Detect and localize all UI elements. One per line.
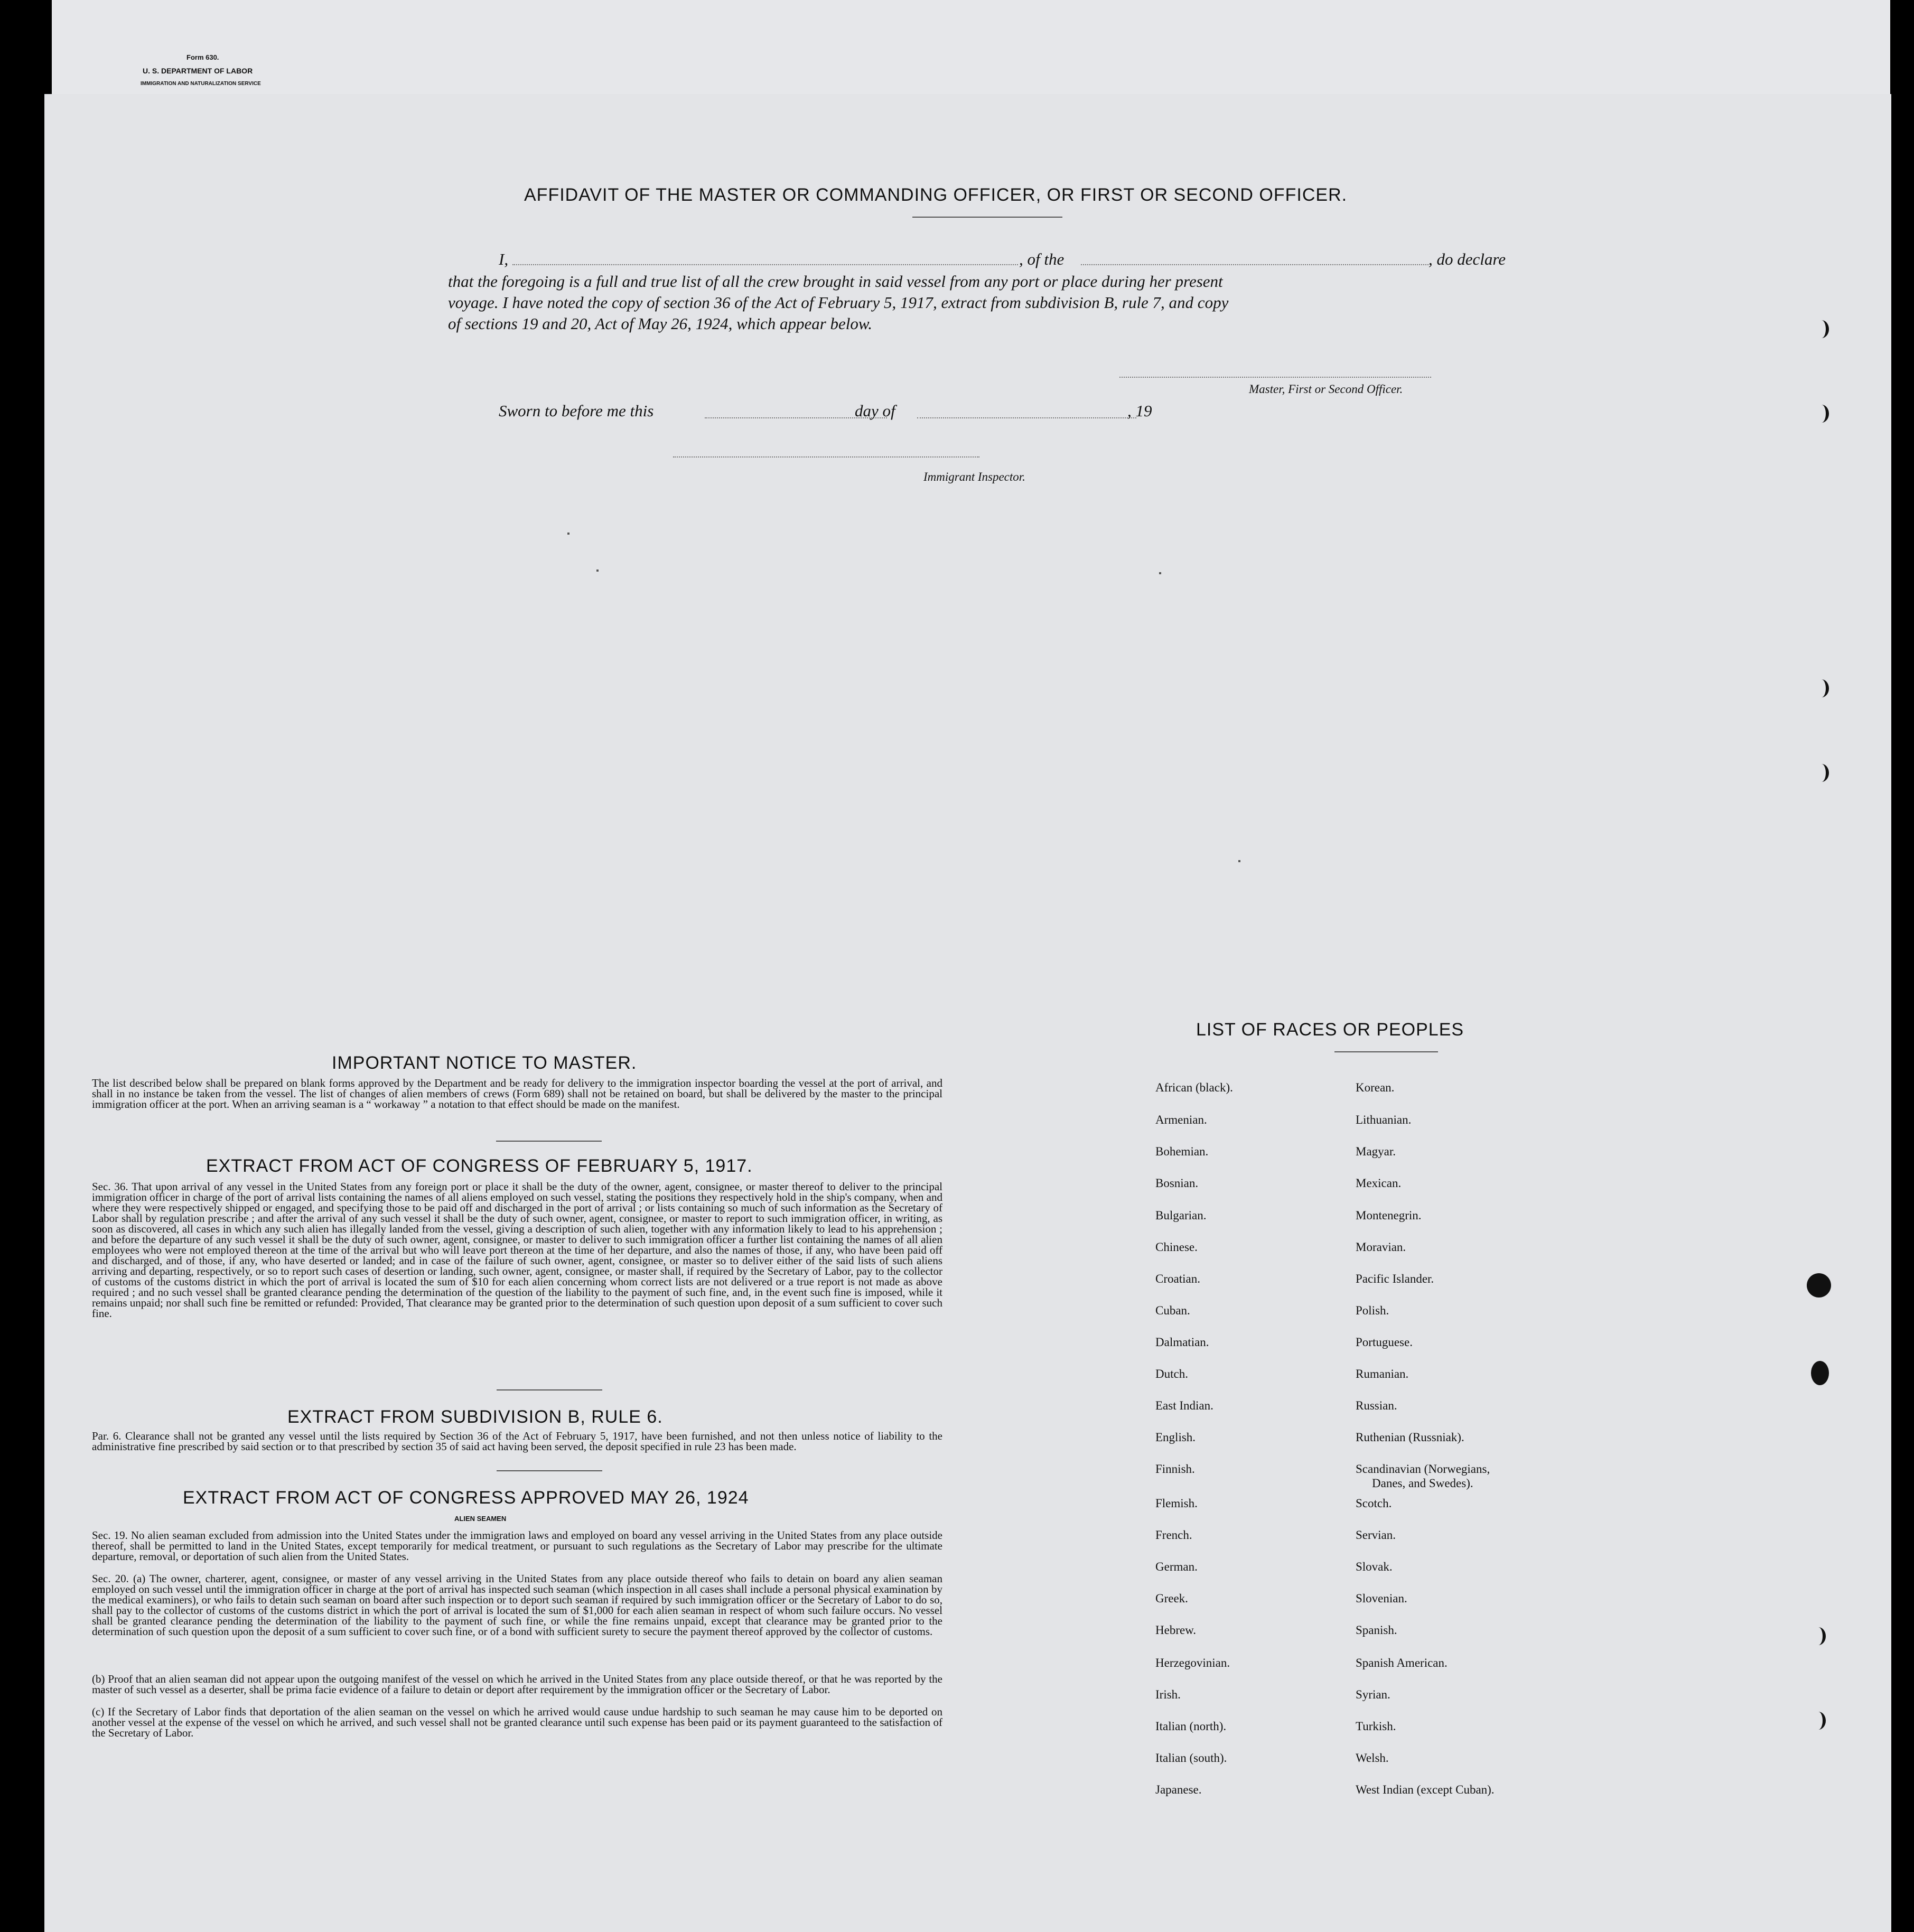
sec20c-body: (c) If the Secretary of Labor finds that deportation of the alien seaman on the vessel on which he arrived would cause undue hardship to such seaman he may cause him to be deported on another vessel at the expense of the vessel on which he arrived, and such vessel shall not be granted clearance until such expense has been paid or its payment guaranteed to the satisfaction of the Secretary of Labor. [92,1705,942,1739]
declaration-line-4: of sections 19 and 20, Act of May 26, 1924, which appear below. [448,314,873,333]
punch-hole [1807,1273,1831,1298]
punch-mark [1814,679,1829,697]
affidavit-title: AFFIDAVIT OF THE MASTER OR COMMANDING OFFICER, OR FIRST OR SECOND OFFICER. [524,185,1348,205]
races-rule [1334,1051,1438,1052]
inspector-caption: Immigrant Inspector. [923,470,1025,483]
speck [1159,572,1161,574]
sec20b-body: (b) Proof that an alien seaman did not appear upon the outgoing manifest of the vessel on which he arrived in the United States from any place outside thereof, or that he was reported by the master of such vessel as a deserter, shall be prima facie evidence of a failure to detain or deport after requirement by the immigration officer or the Secretary of Labor. [92,1673,942,1696]
declaration-line-2: that the foregoing is a full and true list of all the crew brought in said vessel from any port or place during her present [448,272,1223,291]
race-item: English. [1155,1431,1196,1444]
punch-mark [1814,764,1829,782]
speck [596,570,599,572]
race-item: Polish. [1356,1304,1389,1317]
race-item: Turkish. [1356,1720,1396,1733]
rule6-body: Par. 6. Clearance shall not be granted any vessel until the lists required by Section 36 of the Act of February 5, 1917, have been furnished, and not then unless notice of liability to the administrative fine prescribed by said section or to that prescribed by section 35 of said act having been served, the deposit specified in rule 23 has been made. [92,1430,942,1453]
rule6-title: EXTRACT FROM SUBDIVISION B, RULE 6. [287,1407,663,1427]
race-item: Mexican. [1356,1177,1402,1190]
race-item: Ruthenian (Russniak). [1356,1431,1464,1444]
races-title: LIST OF RACES OR PEOPLES [1196,1020,1464,1040]
section-rule [497,1389,602,1390]
race-item: Chinese. [1155,1240,1198,1254]
race-item: Herzegovinian. [1155,1656,1230,1669]
section-rule [496,1141,602,1142]
race-item: Bulgarian. [1155,1209,1207,1222]
punch-mark [1811,1627,1826,1645]
race-item: East Indian. [1155,1399,1213,1412]
extract-1917-body: Sec. 36. That upon arrival of any vessel in the United States from any foreign port or place it shall be the duty of the owner, agent, consignee, or master thereof to deliver to the principal immigration officer in charge of the port of arrival lists containing the names of all aliens employed on such vessel, stating the positions they respectively hold in the ship's company, when and where they were respectively shipped or engaged, and specifying those to be paid off and discharged in the port of arrival ; or lists containing so much of such information as the Secretary of Labor shall by regulation prescribe ; and after the arrival of any such vessel it shall be the duty of such owner, agent, consignee, or master to report to such immigration officer, in writing, as soon as discovered, all cases in which any such alien has illegally landed from the vessel, giving a description of such alien, together with any information likely to lead to his apprehension ; and before the departure of any such vessel it shall be the duty of such owner, agent, consignee, or master to deliver to such immigration officer a further list containing the names of all alien employees who were not employed thereon at the time of the arrival but who will leave port thereon at the time of her departure, and also the names of those, if any, who have been paid off and discharged, and of those, if any, who have deserted or landed; and in case of the failure of such owner, agent, consignee, or master so to deliver either of the said lists of such aliens arriving and departing, respectively, or so to report such cases of desertion or landing, such owner, agent, consignee, or master shall, if required by the Secretary of Labor, pay to the collector of customs of the customs district in which the port of arrival is located the sum of $10 for each alien concerning whom correct lists are not delivered or a true report is not made as above required ; and no such vessel shall be granted clearance pending the determination of the question of the liability to the payment of such fine, and, in the event such fine is imposed, while it remains unpaid; nor shall such fine be remitted or refunded: Provided, That clearance may be granted prior to the determination of such question upon deposit of a sum sufficient to cover such fine. [92,1180,942,1320]
sec20a-body: Sec. 20. (a) The owner, charterer, agent, consignee, or master of any vessel arriving in the United States from any place outside thereof who fails to detain on board any alien seaman employed on such vessel until the immigration officer in charge at the port of arrival has inspected such seaman (which inspection in all cases shall include a personal physical examination by the medical examiners), or who fails to detain such seaman on board after such inspection or to deport such seaman if required by such immigration officer or the Secretary of Labor to do so, shall pay to the collector of customs of the customs district in which the port of arrival is located the sum of $1,000 for each alien seaman in respect of whom such failure occurs. No vessel shall be granted clearance pending the determination of the liability to the payment of such fine, or while the fine remains unpaid, except that clearance may be granted prior to the determination of such question upon the deposit of a sum sufficient to cover such fine, or of a bond with sufficient surety to secure the payment thereof approved by the collector of customs. [92,1572,942,1638]
race-item: Welsh. [1356,1751,1389,1765]
race-item: Slovenian. [1356,1592,1407,1605]
race-item: Portuguese. [1356,1336,1413,1349]
vessel-name-field[interactable] [1081,264,1429,265]
race-item: Servian. [1356,1528,1396,1542]
race-item: Bohemian. [1155,1145,1209,1158]
race-item: Spanish American. [1356,1656,1448,1669]
race-item: Dutch. [1155,1367,1188,1380]
extract-1917-title: EXTRACT FROM ACT OF CONGRESS OF FEBRUARY 5, 1917. [206,1156,753,1176]
department-name: U. S. DEPARTMENT OF LABOR [143,67,253,75]
speck [567,533,569,535]
punch-hole [1811,1361,1829,1385]
race-item: Syrian. [1356,1688,1390,1701]
notice-title: IMPORTANT NOTICE TO MASTER. [332,1053,637,1073]
race-item: Cuban. [1155,1304,1190,1317]
extract-1924-title: EXTRACT FROM ACT OF CONGRESS APPROVED MAY 26, 1924 [183,1488,749,1508]
race-item: West Indian (except Cuban). [1356,1783,1495,1796]
race-item: Flemish. [1155,1497,1198,1510]
section-rule [497,1470,602,1471]
race-item: Greek. [1155,1592,1188,1605]
officer-caption: Master, First or Second Officer. [1249,382,1403,396]
race-item: Rumanian. [1356,1367,1409,1380]
race-item: Magyar. [1356,1145,1396,1158]
race-item: Scandinavian (Norwegians, [1356,1462,1490,1476]
race-item: Bosnian. [1155,1177,1199,1190]
form-sheet [44,94,1891,1932]
race-item: German. [1155,1560,1198,1573]
race-item: French. [1155,1528,1192,1542]
race-item: Italian (north). [1155,1720,1227,1733]
race-item: Danes, and Swedes). [1372,1477,1473,1490]
declaration-line-3: voyage. I have noted the copy of section 36 of the Act of February 5, 1917, extract from subdivision B, rule 7, and copy [448,293,1229,312]
race-item: Armenian. [1155,1113,1207,1126]
race-item: Italian (south). [1155,1751,1227,1765]
race-item: Dalmatian. [1155,1336,1209,1349]
race-item: Russian. [1356,1399,1397,1412]
punch-mark [1811,1712,1826,1730]
title-rule [912,217,1062,218]
race-item: Irish. [1155,1688,1181,1701]
speck [1238,860,1240,862]
race-item: African (black). [1155,1081,1233,1094]
race-item: Finnish. [1155,1462,1195,1476]
punch-mark [1814,320,1829,338]
declarant-name-field[interactable] [512,264,1018,265]
race-item: Montenegrin. [1356,1209,1422,1222]
form-number: Form 630. [186,53,219,61]
sec19-body: Sec. 19. No alien seaman excluded from admission into the United States under the immigration laws and employed on board any vessel arriving in the United States from any place outside thereof, shall be permitted to land in the United States, except temporarily for medical treatment, or pursuant to such regulations as the Secretary of Labor may prescribe for the ultimate departure, removal, or deportation of such alien from the United States. [92,1529,942,1563]
service-name: IMMIGRATION AND NATURALIZATION SERVICE [141,81,261,87]
notice-body: The list described below shall be prepared on blank forms approved by the Department and be ready for delivery to the immigration inspector boarding the vessel at the port of arrival, and shall in no instance be taken from the vessel. The list of changes of alien members of crews (Form 689) shall not be retained on board, but shall be delivered by the master to the principal immigration officer at the port. When an arriving seaman is a “ workaway ” a notation to that effect should be made on the manifest. [92,1077,942,1110]
declarant-label: I, [499,250,509,268]
year-label: , 19 [1127,402,1152,420]
race-item: Lithuanian. [1356,1113,1412,1126]
race-item: Spanish. [1356,1623,1397,1637]
race-item: Hebrew. [1155,1623,1197,1637]
punch-mark [1814,405,1829,423]
race-item: Croatian. [1155,1272,1200,1285]
race-item: Moravian. [1356,1240,1406,1254]
sworn-label: Sworn to before me this [499,402,654,420]
declare-label: , do declare [1429,250,1506,268]
race-item: Slovak. [1356,1560,1393,1573]
race-item: Japanese. [1155,1783,1202,1796]
race-item: Scotch. [1356,1497,1392,1510]
inspector-signature-field[interactable] [673,456,979,458]
race-item: Pacific Islander. [1356,1272,1434,1285]
alien-seamen-subtitle: ALIEN SEAMEN [454,1515,507,1523]
day-of-label: day of [855,402,895,420]
officer-signature-field[interactable] [1119,377,1431,378]
sworn-month-field[interactable] [917,417,1136,418]
race-item: Korean. [1356,1081,1395,1094]
of-the-label: , of the [1019,250,1065,268]
